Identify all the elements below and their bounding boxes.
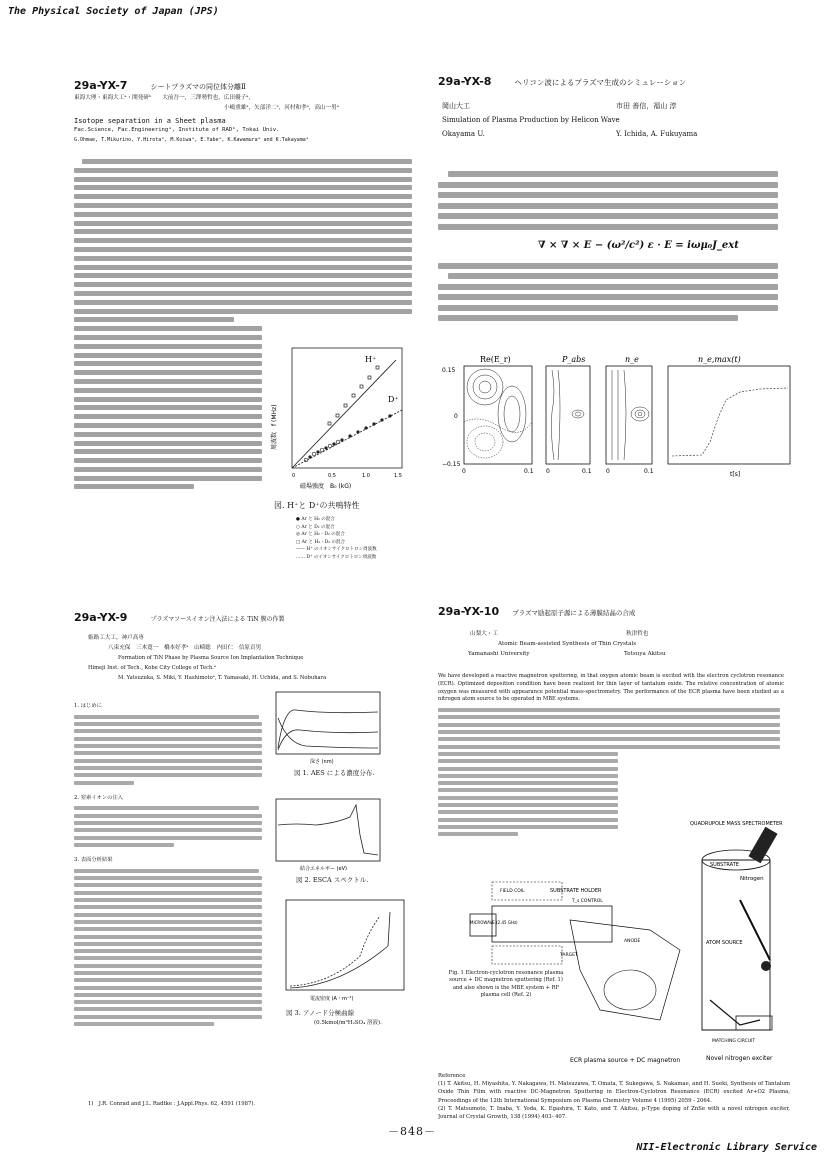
affiliation-en: Fac.Science, Fac.Engineeringᵃ, Institute of RADᵇ, Tokai Univ. bbox=[74, 127, 280, 133]
legend-item: …… D⁺ のイオンサイクロトロン周波数 bbox=[296, 554, 377, 560]
legend-item: ◎ Ar と H₂・D₂ の混合 bbox=[296, 532, 345, 537]
author-en: Tetsuya Akitsu bbox=[624, 651, 666, 657]
x-tick: 0 bbox=[462, 468, 466, 475]
x-axis-label: t[s] bbox=[730, 471, 741, 477]
figure-caption: 図 3. アノード分極曲線 bbox=[286, 1009, 355, 1017]
reference: 1) J.R. Conrad and J.L. Radtke : J.Appl.Phys. 62, 4591 (1987). bbox=[88, 1101, 256, 1107]
references-heading: Reference bbox=[438, 1073, 466, 1079]
fig-label: TARGET bbox=[560, 953, 578, 958]
x-tick: 0.1 bbox=[524, 468, 534, 475]
simulation-panels bbox=[440, 352, 800, 477]
body-text-part2 bbox=[438, 263, 788, 322]
figure-legend bbox=[296, 516, 377, 561]
journal-header: The Physical Society of Japan (JPS) bbox=[8, 6, 219, 17]
fig-label: SUBSTRATE HOLDER bbox=[550, 888, 602, 894]
fig-label: MATCHING CIRCUIT bbox=[712, 1039, 756, 1044]
author-ja: 秋津哲也 bbox=[626, 631, 649, 637]
title-en: Formation of TiN Phase by Plasma Source Ion Implantation Technique bbox=[118, 655, 304, 661]
figure-caption: 図 1. AES による濃度分布. bbox=[294, 769, 375, 777]
y-tick: 0 bbox=[454, 413, 458, 420]
fig-label: SUBSTRATE bbox=[710, 862, 739, 868]
abstract-title: プラズマ励起原子源による薄膜結晶の合成 bbox=[512, 609, 636, 617]
anodic-polarization-figure bbox=[270, 896, 410, 1036]
maxwell-equation: ∇ × ∇ × E − (ω²/c²) ε · E = iωμ₀J_ext bbox=[538, 240, 739, 251]
abstract-code: 29a-YX-8 bbox=[438, 75, 492, 88]
esca-figure bbox=[266, 795, 386, 887]
fig-label: FIELD COIL bbox=[500, 889, 525, 894]
apparatus-figure bbox=[440, 820, 790, 1070]
affiliation-en: Yamanashi University bbox=[468, 651, 530, 657]
fig-label: Novel nitrogen exciter bbox=[706, 1055, 773, 1062]
section-heading: 1. はじめに bbox=[74, 703, 102, 709]
body-text bbox=[74, 701, 264, 1026]
aes-figure bbox=[266, 688, 386, 778]
x-axis-label: 結合エネルギー (eV) bbox=[300, 866, 347, 872]
abstract-title: シートプラズマの同位体分離Ⅱ bbox=[150, 83, 246, 91]
figure-caption: 図 2. ESCA スペクトル. bbox=[296, 876, 369, 884]
panel-title: n_e,max(t) bbox=[698, 355, 741, 364]
fig-label: ANODE bbox=[624, 939, 641, 944]
x-tick: 0 bbox=[546, 468, 550, 475]
fig-label: Nitrogen bbox=[740, 876, 764, 882]
d-plus-label: D⁺ bbox=[388, 395, 399, 404]
fig-label: QUADRUPOLE MASS SPECTROMETER bbox=[690, 821, 783, 827]
byline bbox=[438, 629, 790, 673]
library-footer: NII-Electronic Library Service bbox=[636, 1142, 817, 1153]
legend-item: —— H⁺ のイオンサイクロトロン周波数 bbox=[296, 547, 377, 552]
x-axis-label: 磁場強度 B₀ (kG) bbox=[300, 483, 352, 490]
body-text-part1 bbox=[438, 171, 788, 230]
authors-en: M. Yatsuzuka, S. Miki, Y. Hashimotoᵃ, T. Yamasaki, H. Uchida, and S. Nobuhara bbox=[118, 675, 327, 681]
body-text bbox=[438, 708, 790, 836]
x-tick: 1.5 bbox=[394, 473, 402, 479]
authors-ja-line1: 東海大理・東海大工ᵃ・開発研ᵇ 大前吾一，三澤勢哲也，広田優子ᵃ， bbox=[74, 95, 254, 101]
affiliation-ja: 山梨大・工 bbox=[470, 631, 498, 637]
fig-label: MICROWAVE (2.45 GHz) bbox=[470, 920, 518, 925]
x-tick: 0 bbox=[292, 473, 296, 479]
byline bbox=[438, 101, 788, 157]
abstract-code: 29a-YX-7 bbox=[74, 79, 128, 92]
fig-label: ATOM SOURCE bbox=[706, 940, 743, 946]
fig-label: ECR plasma source + DC magnetron bbox=[570, 1057, 681, 1064]
section-heading: 3. 表面分析結果 bbox=[74, 856, 113, 863]
simulation-figure bbox=[440, 352, 800, 477]
y-tick: −0.15 bbox=[442, 461, 461, 468]
reference-item: (2) T. Matsumoto, T. Inaba, Y. Yoda, K. Egashira, T. Kato, and T. Akitsu, p-Type doping of ZnSe with a novel nitrogen exciter, Journal of Crystal Growth, 138 (1994) 403- 407. bbox=[438, 1105, 790, 1121]
abstract-en: We have developed a reactive magnetron sputtering, in that oxygen atomic beam is excited with the electron cyclotron resonance (ECR). Optimized deposition condition have been realized for thin layer of tantalum oxide. The relative concentration of atomic oxygen was measured with appearance potential mass-spectrometry. The performance of the ECR plasma have been studied as a nitrogen atom source to be operated in MBE systems. bbox=[438, 673, 784, 703]
affiliation-ja: 姫路工大工，神戸高専 bbox=[88, 635, 144, 641]
fig-label: T_s CONTROL bbox=[572, 899, 603, 904]
x-tick: 0.1 bbox=[644, 468, 654, 475]
title-en: Isotope separation in a Sheet plasma bbox=[74, 117, 226, 125]
x-axis-label: 電流密度 (A・m⁻²) bbox=[310, 996, 354, 1002]
section-heading: 2. 窒素イオンの注入 bbox=[74, 794, 123, 801]
abstract-title: プラズマソースイオン注入法による TiN 膜の作製 bbox=[150, 616, 285, 623]
authors-en: Y. Ichida, A. Fukuyama bbox=[616, 130, 698, 138]
page-number: －848－ bbox=[388, 1125, 436, 1138]
x-tick: 0.5 bbox=[328, 473, 336, 479]
resonance-plot bbox=[270, 340, 410, 500]
y-tick: 0.15 bbox=[442, 367, 456, 374]
x-tick: 0 bbox=[606, 468, 610, 475]
y-axis-label: 周波数 f (MHz) bbox=[271, 404, 278, 450]
authors-en: G.Ohmae, T.Mikurino, Y.Hirotaᵃ, M.Koiwaᵃ, E.Yabeᵃ, K.Kawamuraᵃ and K.Takayamaᵃ bbox=[74, 137, 309, 143]
affiliation-en: Himeji Inst. of Tech., Kobe City College of Tech.ᵃ bbox=[88, 665, 216, 671]
x-axis-label: 深さ (nm) bbox=[310, 759, 334, 765]
abstract-29a-yx-8 bbox=[438, 70, 788, 550]
abstract-code: 29a-YX-9 bbox=[74, 611, 128, 624]
title-en: Atomic Beam-assisted Synthesis of Thin Crystals bbox=[498, 641, 637, 647]
reference-item: (1) T. Akitsu, H. Miyashita, Y. Nakagawa, H. Matsuzawa, T. Omata, T. Sukegawa, S. Nakamae, and H. Sueki, Synthesis of Tantalum Oxide Thin Film with reactive DC-Magnetron Sputtering in Electron-Cyclotron Resonance (ECR) excited Ar+O2 Plasma, Proceedings of the 12th International Symposium on Plasma Chemistry Volume 4 (1995) 2059 - 2064. bbox=[438, 1081, 790, 1104]
legend-item: ○ Ar と D₂ の混合 bbox=[296, 524, 335, 530]
references-29a-yx-10 bbox=[438, 1072, 790, 1122]
figure-caption-2: (0.5kmol/m³H₂SO₄ 溶液). bbox=[314, 1020, 382, 1026]
legend-item: □ Ar と H₂・D₂ の混合 bbox=[296, 539, 346, 545]
x-tick: 1.0 bbox=[362, 473, 370, 479]
authors-ja: 八束充保 三木寛一 橋本好孝ᵃ 山崎聡 内田仁 信原貞男 bbox=[108, 645, 262, 651]
figure-caption: 図. H⁺と D⁺の共鳴特性 bbox=[274, 501, 360, 510]
h-plus-label: H⁺ bbox=[365, 355, 377, 364]
abstract-code: 29a-YX-10 bbox=[438, 605, 500, 618]
legend-item: ● Ar と H₂ の混合 bbox=[296, 517, 335, 522]
title-en: Simulation of Plasma Production by Helicon Wave bbox=[442, 116, 620, 124]
panel-title: P_abs bbox=[562, 355, 586, 364]
figure-caption: Fig. 1 Electron-cyclotron resonance plasma source + DC magnetron sputtering (Ref. 1) and also shown is the MBE system + RF plasma cell (Ref. 2) bbox=[448, 970, 564, 999]
panel-title: n_e bbox=[625, 355, 639, 364]
resonance-figure bbox=[270, 340, 410, 570]
panel-title: Re(E_r) bbox=[480, 355, 511, 364]
authors-ja: 市田 善信，福山 淳 bbox=[616, 102, 677, 110]
affiliation-en: Okayama U. bbox=[442, 130, 485, 138]
abstract-title: ヘリコン波によるプラズマ生成のシミュレーション bbox=[514, 78, 687, 87]
affiliation-ja: 岡山大工 bbox=[442, 102, 470, 110]
authors-ja-line2: 小嶋重雄ᵃ，矢部洋二ᵃ，河村和孝ᵃ，高山一男ᵃ bbox=[224, 105, 339, 111]
x-tick: 0.1 bbox=[582, 468, 592, 475]
